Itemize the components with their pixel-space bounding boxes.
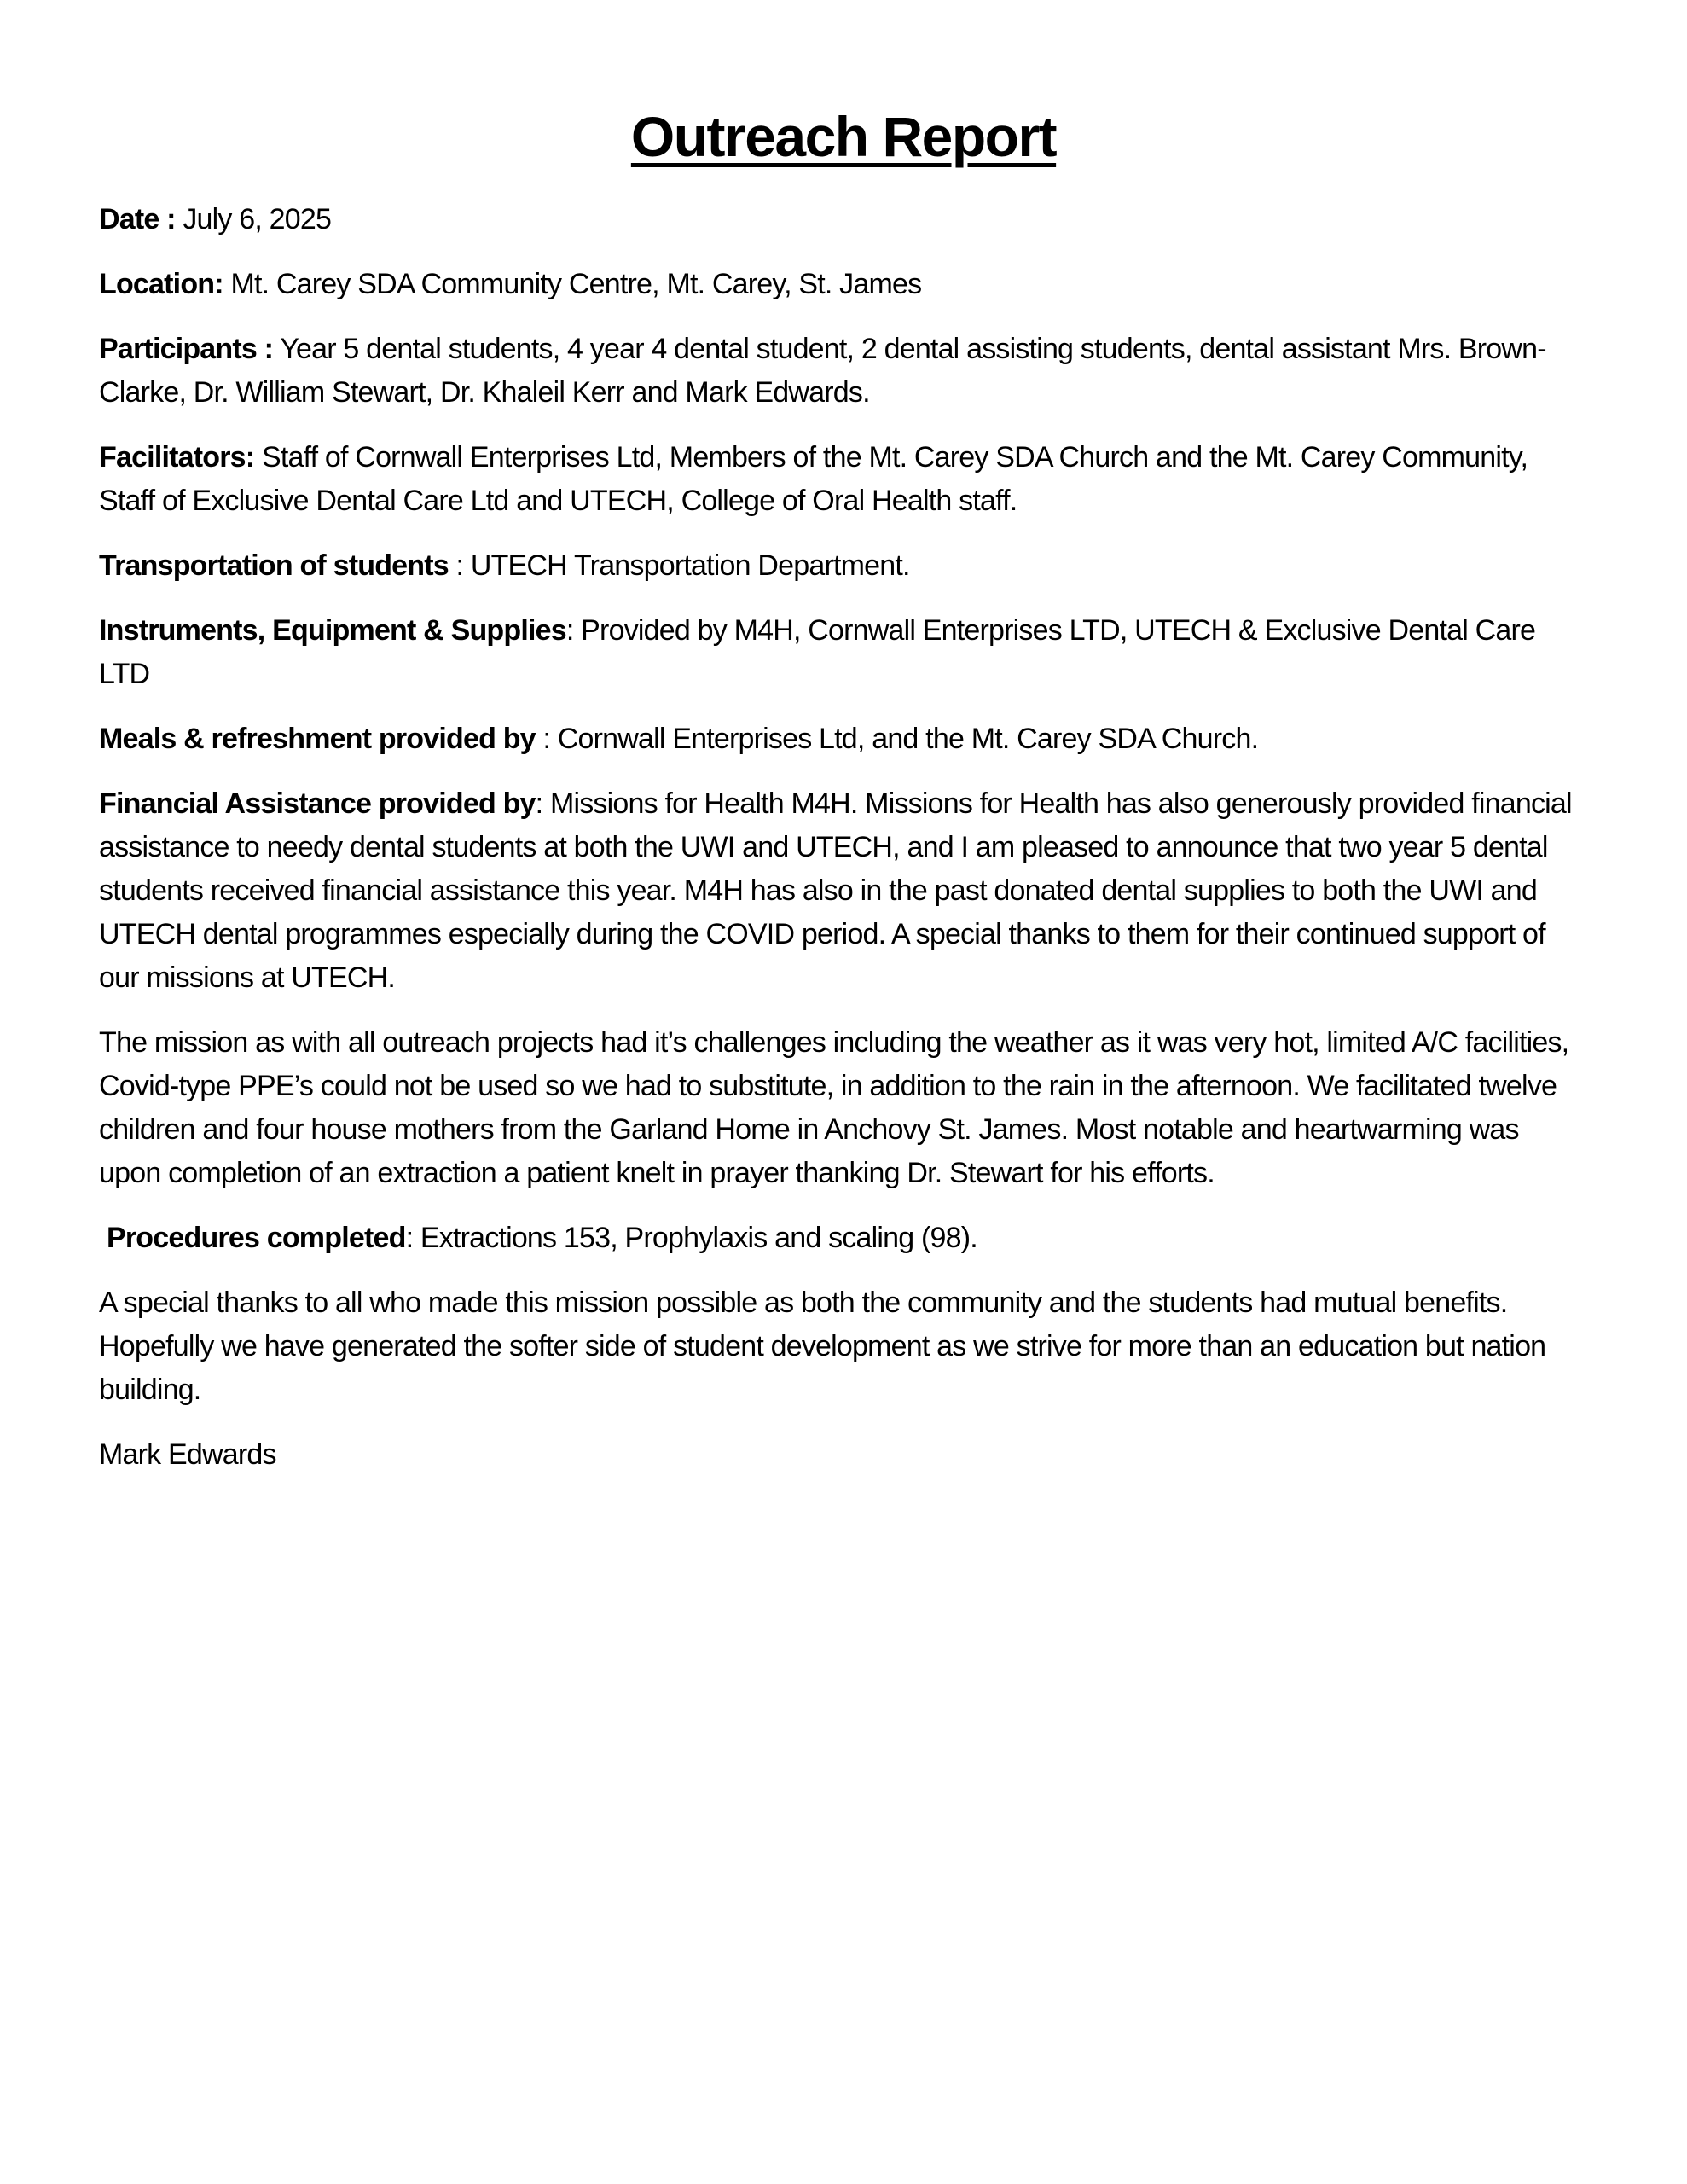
signature: Mark Edwards: [99, 1438, 276, 1471]
document-body: [99, 198, 1583, 1498]
financial-value: : Missions for Health M4H. Missions for Health has also generously provided financial assistance to needy dental students at both the UWI and UTECH, and I am pleased to announce that two year 5 dental students received financial assistance this year. M4H has also in the past donated dental supplies to both the UWI and UTECH dental programmes especially during the COVID period. A special thanks to them for their continued support of our missions at UTECH.: [99, 787, 1572, 994]
instruments-value: : Provided by M4H, Cornwall Enterprises LTD, UTECH & Exclusive Dental Care LTD: [99, 614, 1536, 690]
transportation-label: Transportation of students: [99, 549, 449, 582]
narrative-paragraph: The mission as with all outreach projects had it’s challenges including the weather as it was very hot, limited A/C facilities, Covid-type PPE’s could not be used so we had to substitute, in addition to the rain in the afternoon. We facilitated twelve children and four house mothers from the Garland Home in Anchovy St. James. Most notable and heartwarming was upon completion of an extraction a patient knelt in prayer thanking Dr. Stewart for his efforts.: [99, 1026, 1569, 1189]
instruments-field: [99, 609, 1583, 696]
date-value: July 6, 2025: [175, 203, 332, 235]
procedures-value: : Extractions 153, Prophylaxis and scaling (98).: [405, 1222, 977, 1254]
meals-value: : Cornwall Enterprises Ltd, and the Mt. Carey SDA Church.: [535, 723, 1259, 755]
facilitators-value: Staff of Cornwall Enterprises Ltd, Members of the Mt. Carey SDA Church and the Mt. Carey Community, Staff of Exclusive Dental Care Ltd and UTECH, College of Oral Health staff.: [99, 441, 1528, 517]
procedures-field: [99, 1217, 1583, 1260]
facilitators-field: [99, 436, 1583, 523]
participants-field: [99, 328, 1583, 415]
meals-field: [99, 717, 1583, 761]
procedures-label: Procedures completed: [107, 1222, 406, 1254]
financial-field: [99, 782, 1583, 1000]
facilitators-label: Facilitators:: [99, 441, 255, 473]
closing-paragraph: A special thanks to all who made this mission possible as both the community and the students had mutual benefits. Hopefully we have generated the softer side of student development as we strive for more than an education but nation building.: [99, 1287, 1546, 1406]
instruments-label: Instruments, Equipment & Supplies: [99, 614, 566, 647]
participants-value: Year 5 dental students, 4 year 4 dental student, 2 dental assisting students, dental assistant Mrs. Brown-Clarke, Dr. William Stewart, Dr. Khaleil Kerr and Mark Edwards.: [99, 333, 1546, 409]
date-field: [99, 198, 1583, 241]
date-label: Date :: [99, 203, 176, 235]
financial-label: Financial Assistance provided by: [99, 787, 536, 820]
location-label: Location:: [99, 268, 223, 300]
location-value: Mt. Carey SDA Community Centre, Mt. Carey, St. James: [223, 268, 922, 300]
transportation-value: : UTECH Transportation Department.: [448, 549, 910, 582]
location-field: [99, 263, 1583, 306]
meals-label: Meals & refreshment provided by: [99, 723, 536, 755]
participants-label: Participants :: [99, 333, 274, 365]
document-title: Outreach Report: [630, 105, 1057, 168]
transportation-field: [99, 544, 1583, 588]
